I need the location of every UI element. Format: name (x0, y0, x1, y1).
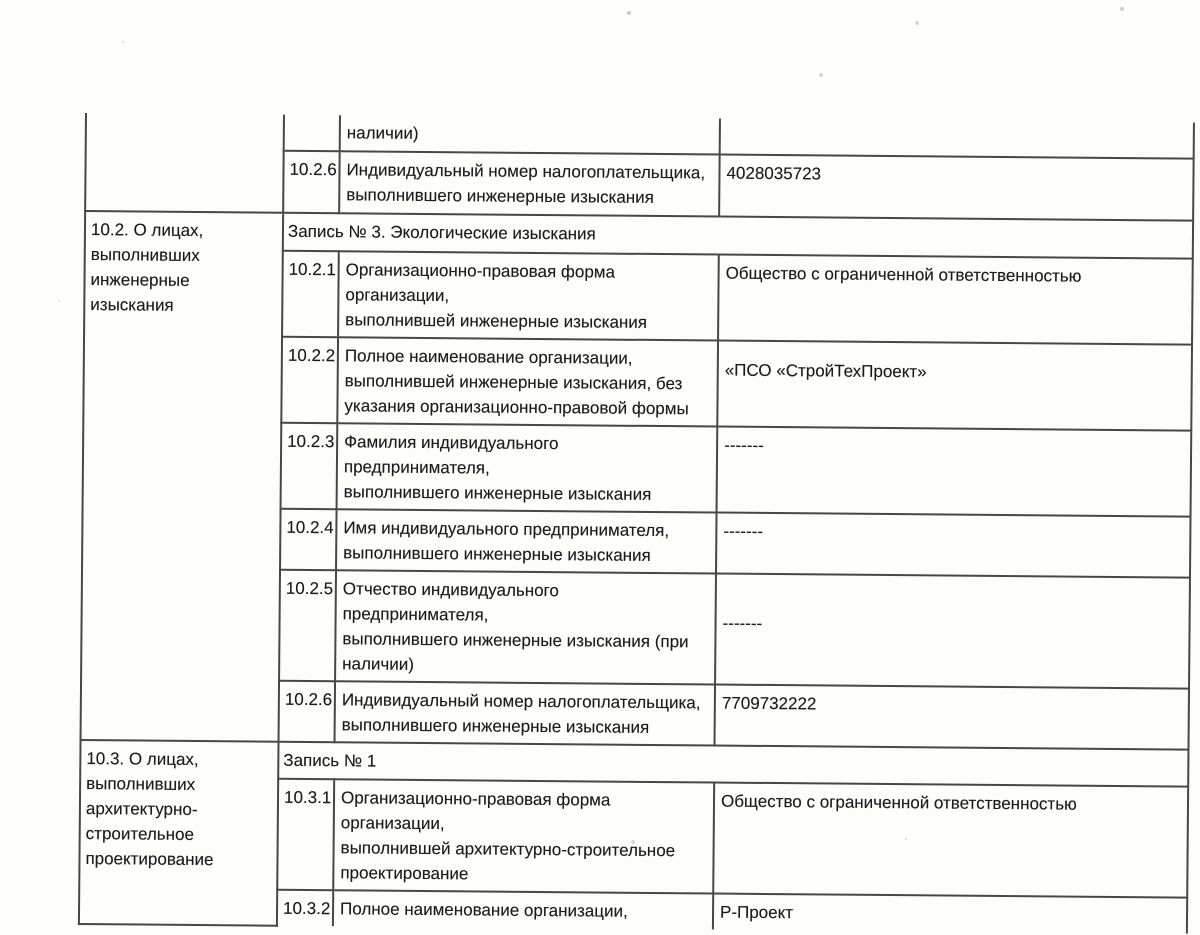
table-row (86, 113, 1194, 159)
value-cell: ------- (715, 574, 1190, 689)
value-cell: Общество с ограниченной ответственностью (718, 255, 1193, 345)
value-cell: ------- (717, 427, 1192, 517)
document-table (78, 113, 1195, 935)
row-number-cell (284, 115, 340, 151)
record-header-cell: Запись № 3. Экологические изыскания (283, 213, 1193, 259)
row-number-cell: 10.2.3 (281, 423, 338, 509)
value-cell: 7709732222 (715, 685, 1190, 750)
scanned-document-page (78, 113, 1193, 935)
section-cell-empty (85, 113, 284, 213)
value-cell: 4028035723 (719, 155, 1194, 221)
section-cell-10-3: 10.3. О лицах, выполнивших архитектурно- строительное проектирование (79, 740, 279, 926)
description-cell: Полное наименование организации, выполнившей инженерные изыскания, без указания организационно-правовой формы (337, 337, 718, 426)
record-header-cell: Запись № 1 (278, 742, 1188, 787)
value-cell (720, 119, 1194, 159)
description-cell: Полное наименование организации, (333, 890, 713, 929)
description-cell: Имя индивидуального предпринимателя, выполнившего инженерные изыскания (336, 509, 717, 573)
scan-noise-speckles (0, 0, 2, 2)
value-cell: ------- (716, 513, 1191, 578)
row-number-cell: 10.2.6 (279, 681, 336, 742)
value-cell: «ПСО «СтройТехПроект» (717, 341, 1192, 431)
row-number-cell: 10.3.1 (277, 779, 334, 890)
row-number-cell: 10.2.6 (283, 151, 340, 213)
row-number-cell: 10.2.5 (279, 570, 336, 681)
description-cell: Индивидуальный номер налогоплательщика, выполнившего инженерные изыскания (335, 681, 716, 745)
row-number-cell: 10.2.4 (280, 509, 337, 570)
description-cell: Организационно-правовая форма организации, выполнившей инженерные изыскания (338, 251, 719, 340)
row-number-cell: 10.3.2 (277, 890, 333, 926)
section-cell-10-2: 10.2. О лицах, выполнивших инженерные изыскания (81, 211, 284, 742)
value-cell: Общество с ограниченной ответственностью (713, 783, 1188, 898)
description-cell-continuation: наличии) (340, 115, 720, 154)
description-cell: Фамилия индивидуального предпринимателя, выполнившего инженерные изыскания (337, 423, 718, 512)
row-number-cell: 10.2.1 (282, 251, 339, 337)
value-cell: Р-Проект (713, 894, 1187, 934)
description-cell: Индивидуальный номер налогоплательщика, выполнившего инженерные изыскания (339, 151, 720, 216)
row-number-cell: 10.2.2 (281, 337, 338, 423)
description-cell: Организационно-правовая форма организации, выполнившей архитектурно-строительное проектирование (333, 779, 714, 893)
description-cell: Отчество индивидуального предпринимателя, выполнившего инженерные изыскания (при наличии) (335, 570, 716, 684)
